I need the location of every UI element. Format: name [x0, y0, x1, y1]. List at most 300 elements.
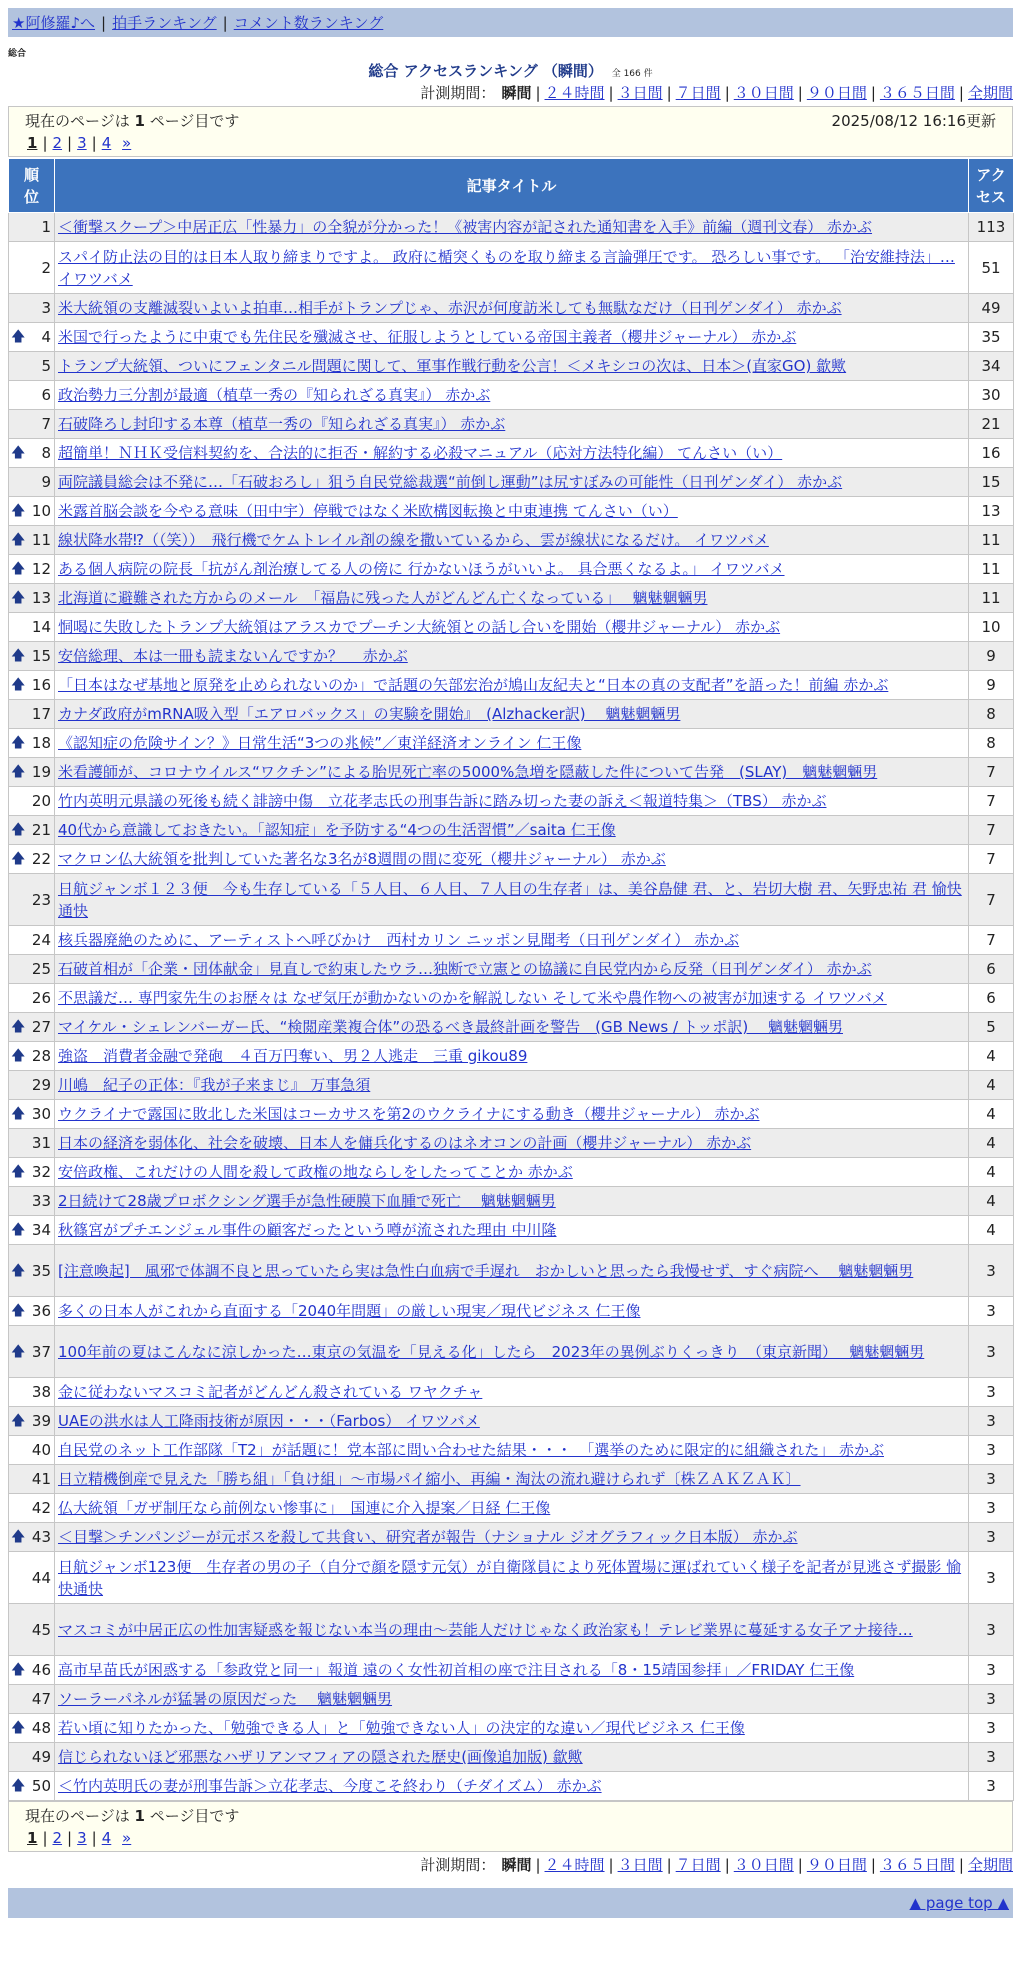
title-cell — [55, 1187, 969, 1216]
table-row — [9, 1042, 1014, 1071]
access-count: 6 — [969, 984, 1014, 1013]
pager-separator: | — [67, 134, 73, 152]
access-count: 3 — [969, 1407, 1014, 1436]
access-count: 4 — [969, 1129, 1014, 1158]
rank-number: 5 — [41, 357, 51, 375]
rank-number: 26 — [31, 989, 51, 1007]
article-link[interactable]: カナダ政府がmRNA吸入型「エアロバックス」の実験を開始』 (Alzhacker訳) 魑魅魍魎男 — [58, 705, 681, 723]
access-count: 11 — [969, 526, 1014, 555]
article-link[interactable]: 自民党のネット工作部隊「T2」が話題に！党本部に問い合わせた結果・・・ 「選挙のために限定的に組織された」 赤かぶ — [58, 1441, 884, 1459]
rank-cell — [9, 1465, 55, 1494]
rank-number: 45 — [31, 1620, 51, 1639]
rank-number: 7 — [41, 415, 51, 433]
pager-separator: | — [91, 1829, 97, 1847]
rank-number: 43 — [31, 1528, 51, 1546]
period-separator: | — [608, 84, 614, 102]
access-count: 7 — [969, 926, 1014, 955]
period-separator: | — [870, 84, 876, 102]
rank-cell — [9, 410, 55, 439]
table-row — [9, 381, 1014, 410]
article-link[interactable]: 《認知症の危険サイン？》日常生活“3つの兆候”／東洋経済オンライン 仁王像 — [58, 734, 582, 752]
title-cell — [55, 294, 969, 323]
article-link[interactable]: 若い頃に知りたかった、「勉強できる人」と「勉強できない人」の決定的な違い／現代ビジネス 仁王像 — [58, 1719, 745, 1737]
period-separator: | — [797, 1856, 803, 1874]
title-header: 記事タイトル — [55, 159, 969, 213]
table-row — [9, 1326, 1014, 1378]
table-row — [9, 323, 1014, 352]
rank-number: 11 — [31, 531, 51, 549]
rank-cell — [9, 1685, 55, 1714]
table-row — [9, 352, 1014, 381]
table-row — [9, 439, 1014, 468]
page-status-bottom — [8, 1801, 1013, 1852]
access-count: 4 — [969, 1187, 1014, 1216]
current-page-text — [25, 110, 239, 132]
rank-cell — [9, 1714, 55, 1743]
rank-number: 23 — [31, 890, 51, 909]
period-link[interactable]: ２４時間 — [544, 84, 605, 102]
table-row — [9, 1685, 1014, 1714]
article-link[interactable]: 100年前の夏はこんなに涼しかった…東京の気温を「見える化」したら 2023年の異例ぶりくっきり （東京新聞） 魑魅魍魎男 — [58, 1342, 925, 1361]
article-link[interactable]: 安倍総理、本は一冊も読まないんですか？ 赤かぶ — [58, 647, 408, 665]
pager-separator: | — [42, 1829, 48, 1847]
article-link[interactable]: 両院議員総会は不発に…「石破おろし」狙う自民党総裁選“前倒し運動”は尻すぼみの可能性（日刊ゲンダイ） 赤かぶ — [58, 473, 843, 491]
rank-cell — [9, 816, 55, 845]
rank-cell — [9, 955, 55, 984]
period-link[interactable]: ３６５日間 — [879, 84, 955, 102]
rank-cell — [9, 1772, 55, 1801]
title-cell — [55, 729, 969, 758]
up-arrow-icon: 🡅 — [11, 1720, 26, 1736]
title-cell — [55, 926, 969, 955]
article-link[interactable]: 線状降水帯⁉（（笑）） 飛行機でケムトレイル剤の線を撒いているから、雲が線状になるだけ。 イワツバメ — [58, 531, 769, 549]
access-count: 21 — [969, 410, 1014, 439]
access-header: アクセス — [969, 159, 1014, 213]
rank-number: 42 — [31, 1499, 51, 1517]
article-link[interactable]: 恫喝に失敗したトランプ大統領はアラスカでプーチン大統領との話し合いを開始（櫻井ジャーナル） 赤かぶ — [58, 618, 781, 636]
rank-number: 36 — [31, 1302, 51, 1320]
rank-number: 28 — [31, 1047, 51, 1065]
up-arrow-icon: 🡅 — [11, 1778, 26, 1794]
title-cell — [55, 352, 969, 381]
rank-number: 37 — [31, 1342, 51, 1361]
article-link[interactable]: 日立精機倒産で見えた「勝ち組」「負け組」〜市場パイ縮小、再編・淘汰の流れ避けられず〔株ＺＡＫＺＡＫ〕 — [58, 1470, 801, 1488]
page — [8, 8, 1013, 1918]
rank-number: 39 — [31, 1412, 51, 1430]
up-arrow-icon: 🡅 — [11, 1164, 26, 1180]
pager-separator: | — [67, 1829, 73, 1847]
article-link[interactable]: ＜衝撃スクープ＞中居正広「性暴力」の全貌が分かった！《被害内容が記された通知書を入手》前編（週刊文春） 赤かぶ — [58, 218, 873, 236]
table-row — [9, 1297, 1014, 1326]
rank-number: 35 — [31, 1261, 51, 1280]
comment-ranking-link[interactable]: コメント数ランキング — [233, 14, 384, 32]
rank-cell — [9, 352, 55, 381]
page-text-pre: 現在のページは — [25, 1807, 130, 1825]
table-row — [9, 671, 1014, 700]
rank-cell — [9, 1245, 55, 1297]
access-count: 11 — [969, 584, 1014, 613]
table-row — [9, 926, 1014, 955]
table-row — [9, 526, 1014, 555]
table-row — [9, 1378, 1014, 1407]
title-cell — [55, 1071, 969, 1100]
table-row — [9, 213, 1014, 242]
title-cell — [55, 758, 969, 787]
period-link[interactable]: ３日間 — [617, 1856, 663, 1874]
rank-cell — [9, 1743, 55, 1772]
period-link[interactable]: ３０日間 — [733, 1856, 794, 1874]
title-cell — [55, 1685, 969, 1714]
access-count: 3 — [969, 1656, 1014, 1685]
period-link[interactable]: ９０日間 — [806, 84, 867, 102]
pager-next[interactable]: » — [122, 1829, 132, 1847]
access-count: 3 — [969, 1245, 1014, 1297]
article-link[interactable]: [注意喚起] 風邪で体調不良と思っていたら実は急性白血病で手遅れ おかしいと思ったら我慢せず、すぐ病院へ 魑魅魍魎男 — [58, 1261, 914, 1280]
rank-cell — [9, 294, 55, 323]
access-count: 3 — [969, 1604, 1014, 1656]
table-row — [9, 294, 1014, 323]
access-count: 11 — [969, 555, 1014, 584]
article-link[interactable]: 米露首脳会談を今やる意味（田中宇）停戦ではなく米欧構図転換と中東連携 てんさい（い） — [58, 502, 678, 520]
article-link[interactable]: 超簡単！ＮＨＫ受信料契約を、合法的に拒否・解約する必殺マニュアル（応対方法特化編） てんさい（い） — [58, 444, 783, 462]
rank-cell — [9, 1436, 55, 1465]
title-cell — [55, 671, 969, 700]
article-link[interactable]: 米看護師が、コロナウイルス“ワクチン”による胎児死亡率の5000%急増を隠蔽した件について告発 (SLAY) 魑魅魍魎男 — [58, 763, 878, 781]
rank-cell — [9, 555, 55, 584]
up-arrow-icon: 🡅 — [11, 677, 26, 693]
rank-number: 2 — [41, 258, 51, 277]
rank-cell — [9, 671, 55, 700]
access-count: 7 — [969, 758, 1014, 787]
title-cell — [55, 584, 969, 613]
title-cell — [55, 1523, 969, 1552]
access-count: 113 — [969, 213, 1014, 242]
period-link[interactable]: ９０日間 — [806, 1856, 867, 1874]
pagination — [25, 132, 996, 154]
rank-number: 47 — [31, 1690, 51, 1708]
rank-number: 46 — [31, 1661, 51, 1679]
up-arrow-icon: 🡅 — [11, 1262, 26, 1279]
period-link[interactable]: ３０日間 — [733, 84, 794, 102]
rank-number: 31 — [31, 1134, 51, 1152]
table-row — [9, 468, 1014, 497]
rank-cell — [9, 468, 55, 497]
page-top-link[interactable]: ▲ page top ▲ — [909, 1894, 1009, 1912]
rank-number: 18 — [31, 734, 51, 752]
article-link[interactable]: 米大統領の支離滅裂いよいよ拍車…相手がトランプじゃ、赤沢が何度訪米しても無駄なだけ（日刊ゲンダイ） 赤かぶ — [58, 299, 842, 317]
title-cell — [55, 468, 969, 497]
title-cell — [55, 1407, 969, 1436]
footer-bar — [8, 1888, 1013, 1918]
rank-cell — [9, 926, 55, 955]
access-count: 34 — [969, 352, 1014, 381]
pager-link[interactable]: 2 — [52, 1829, 63, 1847]
table-row — [9, 787, 1014, 816]
table-row — [9, 1187, 1014, 1216]
period-link[interactable]: 全期間 — [967, 1856, 1013, 1874]
title-cell — [55, 213, 969, 242]
up-arrow-icon: 🡅 — [11, 532, 26, 548]
table-row — [9, 1523, 1014, 1552]
article-link[interactable]: ＜目撃＞チンパンジーが元ボスを殺して共食い、研究者が報告（ナショナル ジオグラフィック日本版） 赤かぶ — [58, 1528, 798, 1546]
table-row — [9, 1436, 1014, 1465]
access-count: 15 — [969, 468, 1014, 497]
period-separator: | — [958, 84, 964, 102]
rank-number: 44 — [31, 1568, 51, 1587]
rank-number: 41 — [31, 1470, 51, 1488]
title-cell — [55, 1494, 969, 1523]
pager-separator: | — [91, 134, 97, 152]
period-current: 瞬間 — [501, 1856, 532, 1874]
article-link[interactable]: 日航ジャンボ１２３便 今も生存している「５人目、６人目、７人目の生存者」は、美谷島健 君、と、岩切大樹 君、矢野忠祐 君 愉快通快 — [58, 879, 962, 920]
article-link[interactable]: 米国で行ったように中東でも先住民を殲滅させ、征服しようとしている帝国主義者（櫻井ジャーナル） 赤かぶ — [58, 328, 797, 346]
table-row — [9, 1552, 1014, 1604]
up-arrow-icon: 🡅 — [11, 851, 26, 867]
rank-number: 17 — [31, 705, 51, 723]
access-count: 3 — [969, 1685, 1014, 1714]
access-count: 3 — [969, 1714, 1014, 1743]
period-separator: | — [958, 1856, 964, 1874]
article-link[interactable]: マクロン仏大統領を批判していた著名な3名が8週間の間に変死（櫻井ジャーナル） 赤かぶ — [58, 850, 666, 868]
article-link[interactable]: ウクライナで露国に敗北した米国はコーカサスを第2のウクライナにする動き（櫻井ジャーナル） 赤かぶ — [58, 1105, 760, 1123]
title-cell — [55, 323, 969, 352]
article-link[interactable]: 政治勢力三分割が最適（植草一秀の『知られざる真実』） 赤かぶ — [58, 386, 491, 404]
access-count: 10 — [969, 613, 1014, 642]
access-count: 51 — [969, 242, 1014, 294]
article-link[interactable]: 金に従わないマスコミ記者がどんどん殺されている ワヤクチャ — [58, 1383, 483, 1401]
table-row — [9, 497, 1014, 526]
table-row — [9, 758, 1014, 787]
period-link[interactable]: ７日間 — [675, 84, 721, 102]
article-link[interactable]: 40代から意識しておきたい。「認知症」を予防する“4つの生活習慣”／saita 仁王像 — [58, 821, 616, 839]
article-link[interactable]: 川嶋 紀子の正体：『我が子来まじ』 万事急須 — [58, 1076, 371, 1094]
table-row — [9, 1714, 1014, 1743]
access-count: 8 — [969, 729, 1014, 758]
article-link[interactable]: 仏大統領「ガザ制圧なら前例ない惨事に」 国連に介入提案／日経 仁王像 — [58, 1499, 551, 1517]
table-row — [9, 1772, 1014, 1801]
access-count: 3 — [969, 1552, 1014, 1604]
period-selector-top — [8, 82, 1013, 104]
title-cell — [55, 1013, 969, 1042]
access-count: 7 — [969, 845, 1014, 874]
title-cell — [55, 1129, 969, 1158]
title-cell — [55, 1656, 969, 1685]
title-cell — [55, 1245, 969, 1297]
article-link[interactable]: トランプ大統領、ついにフェンタニル問題に関して、軍事作戦行動を公言！＜メキシコの次は、日本＞(直家GO) 歙歟 — [58, 357, 847, 375]
up-arrow-icon: 🡅 — [11, 1106, 26, 1122]
rank-number: 1 — [41, 218, 51, 236]
current-page-text — [25, 1805, 239, 1827]
article-link[interactable]: マイケル・シェレンバーガー氏、“検閲産業複合体”の恐るべき最終計画を警告 (GB News / トッポ訳) 魑魅魍魎男 — [58, 1018, 843, 1036]
title-cell — [55, 1772, 969, 1801]
rank-number: 14 — [31, 618, 51, 636]
rank-number: 20 — [31, 792, 51, 810]
up-arrow-icon: 🡅 — [11, 329, 26, 345]
home-link[interactable]: ★阿修羅♪へ — [12, 14, 96, 32]
article-link[interactable]: 高市早苗氏が困惑する「参政党と同一」報道 遠のく女性初首相の座で注目される「8・15靖国参拝」／FRIDAY 仁王像 — [58, 1661, 855, 1679]
rank-cell — [9, 874, 55, 926]
article-link[interactable]: 2日続けて28歳プロボクシング選手が急性硬膜下血腫で死亡 魑魅魍魎男 — [58, 1192, 556, 1210]
table-row — [9, 1604, 1014, 1656]
rank-number: 25 — [31, 960, 51, 978]
table-row — [9, 984, 1014, 1013]
rank-cell — [9, 1042, 55, 1071]
article-link[interactable]: ＜竹内英明氏の妻が刑事告訴＞立花孝志、今度こそ終わり（チダイズム） 赤かぶ — [58, 1777, 602, 1795]
period-label: 計測期間： — [420, 84, 496, 102]
page-text-post: ページ目です — [149, 112, 240, 130]
pager-separator: | — [42, 134, 48, 152]
article-link[interactable]: ある個人病院の院長「抗がん剤治療してる人の傍に 行かないほうがいいよ。 具合悪くなるよ。」 イワツバメ — [58, 560, 785, 578]
access-count: 7 — [969, 874, 1014, 926]
rank-number: 6 — [41, 386, 51, 404]
article-link[interactable]: 日本の経済を弱体化、社会を破壊、日本人を傭兵化するのはネオコンの計画（櫻井ジャーナル） 赤かぶ — [58, 1134, 752, 1152]
article-link[interactable]: ソーラーパネルが猛暑の原因だった 魑魅魍魎男 — [58, 1690, 393, 1708]
rank-cell — [9, 1013, 55, 1042]
title-cell — [55, 1100, 969, 1129]
article-link[interactable]: 竹内英明元県議の死後も続く誹謗中傷 立花孝志氏の刑事告訴に踏み切った妻の訴え＜報道特集＞（TBS） 赤かぶ — [58, 792, 827, 810]
rank-cell — [9, 642, 55, 671]
table-row — [9, 1158, 1014, 1187]
article-link[interactable]: 石破降ろし封印する本尊（植草一秀の『知られざる真実』） 赤かぶ — [58, 415, 506, 433]
access-count: 4 — [969, 1216, 1014, 1245]
table-row — [9, 1245, 1014, 1297]
period-link[interactable]: 全期間 — [967, 84, 1013, 102]
rank-cell — [9, 1297, 55, 1326]
clap-ranking-link[interactable]: 拍手ランキング — [112, 14, 217, 32]
access-count: 49 — [969, 294, 1014, 323]
table-row — [9, 613, 1014, 642]
access-count: 4 — [969, 1158, 1014, 1187]
article-link[interactable]: 信じられないほど邪悪なハザリアンマフィアの隠された歴史(画像追加版) 歙歟 — [58, 1748, 583, 1766]
table-row — [9, 1071, 1014, 1100]
article-link[interactable]: 日航ジャンボ123便 生存者の男の子（自分で顔を隠す元気）が自衛隊員により死体置場に運ばれていく様子を記者が見逃さず撮影 愉快通快 — [58, 1557, 962, 1598]
period-link[interactable]: ３日間 — [617, 84, 663, 102]
access-count: 3 — [969, 1523, 1014, 1552]
table-row — [9, 816, 1014, 845]
access-count: 6 — [969, 955, 1014, 984]
up-arrow-icon: 🡅 — [11, 1222, 26, 1238]
rank-cell — [9, 1216, 55, 1245]
pager-link[interactable]: 4 — [101, 134, 112, 152]
article-link[interactable]: 安倍政権、これだけの人間を殺して政権の地ならしをしたってことか 赤かぶ — [58, 1163, 573, 1181]
article-link[interactable]: 石破首相が「企業・団体献金」見直しで約束したウラ…独断で立憲との協議に自民党内から反発（日刊ゲンダイ） 赤かぶ — [58, 960, 872, 978]
pager-current: 1 — [27, 134, 38, 152]
rank-number: 21 — [31, 821, 51, 839]
title-cell — [55, 1436, 969, 1465]
rank-cell — [9, 1656, 55, 1685]
page-text-post: ページ目です — [149, 1807, 240, 1825]
title-cell — [55, 845, 969, 874]
rank-cell — [9, 323, 55, 352]
access-count: 4 — [969, 1100, 1014, 1129]
access-count: 5 — [969, 1013, 1014, 1042]
up-arrow-icon: 🡅 — [11, 1662, 26, 1678]
rank-cell — [9, 729, 55, 758]
article-link[interactable]: マスコミが中居正広の性加害疑惑を報じない本当の理由〜芸能人だけじゃなく政治家も！テレビ業界に蔓延する女子アナ接待… — [58, 1620, 913, 1639]
up-arrow-icon: 🡅 — [11, 1413, 26, 1429]
rank-number: 30 — [31, 1105, 51, 1123]
article-link[interactable]: 北海道に避難された方からのメール 「福島に残った人がどんどん亡くなっている」 魑魅魍魎男 — [58, 589, 708, 607]
article-link[interactable]: 不思議だ… 専門家先生のお歴々は なぜ気圧が動かないのかを解説しない そして米や農作物への被害が加速する イワツバメ — [58, 989, 887, 1007]
table-row — [9, 874, 1014, 926]
period-separator: | — [724, 1856, 730, 1874]
article-link[interactable]: 「日本はなぜ基地と原発を止められないのか」で話題の矢部宏治が鳩山友紀夫と“日本の真の支配者”を語った！前編 赤かぶ — [58, 676, 889, 694]
title-cell — [55, 1378, 969, 1407]
title-cell — [55, 1297, 969, 1326]
table-row — [9, 555, 1014, 584]
pager-link[interactable]: 2 — [52, 134, 63, 152]
rank-number: 16 — [31, 676, 51, 694]
access-count: 4 — [969, 1071, 1014, 1100]
table-row — [9, 242, 1014, 294]
pager-link[interactable]: 4 — [101, 1829, 112, 1847]
access-count: 3 — [969, 1772, 1014, 1801]
pager-link[interactable]: 3 — [77, 1829, 87, 1847]
article-link[interactable]: 多くの日本人がこれから直面する「2040年問題」の厳しい現実／現代ビジネス 仁王像 — [58, 1302, 641, 1320]
article-link[interactable]: スパイ防止法の目的は日本人取り締まりですよ。 政府に楯突くものを取り締まる言論弾圧です。 恐ろしい事です。 「治安維持法」… イワツバメ — [58, 247, 955, 288]
up-arrow-icon: 🡅 — [11, 1303, 26, 1319]
title-cell — [55, 613, 969, 642]
period-separator: | — [666, 1856, 672, 1874]
table-row — [9, 1465, 1014, 1494]
article-link[interactable]: UAEの洪水は人工降雨技術が原因・・・（Farbos） イワツバメ — [58, 1412, 480, 1430]
page-text-pre: 現在のページは — [25, 112, 130, 130]
rank-cell — [9, 984, 55, 1013]
rank-number: 40 — [31, 1441, 51, 1459]
period-link[interactable]: ３６５日間 — [879, 1856, 955, 1874]
title-cell — [55, 242, 969, 294]
article-link[interactable]: 秋篠宮がプチエンジェル事件の顧客だったという噂が流された理由 中川隆 — [58, 1221, 557, 1239]
rank-number: 33 — [31, 1192, 51, 1210]
access-count: 9 — [969, 671, 1014, 700]
rank-number: 8 — [41, 444, 51, 462]
period-link[interactable]: ２４時間 — [544, 1856, 605, 1874]
access-count: 3 — [969, 1494, 1014, 1523]
access-count: 9 — [969, 642, 1014, 671]
access-count: 3 — [969, 1297, 1014, 1326]
period-separator: | — [535, 84, 541, 102]
title-cell — [55, 787, 969, 816]
rank-cell — [9, 1158, 55, 1187]
period-separator: | — [666, 84, 672, 102]
period-selector-bottom — [8, 1854, 1013, 1876]
access-count: 3 — [969, 1436, 1014, 1465]
period-link[interactable]: ７日間 — [675, 1856, 721, 1874]
table-row — [9, 955, 1014, 984]
up-arrow-icon: 🡅 — [11, 1529, 26, 1545]
title-cell — [55, 1158, 969, 1187]
up-arrow-icon: 🡅 — [11, 822, 26, 838]
nav-separator: | — [101, 13, 107, 32]
pager-next[interactable]: » — [122, 134, 132, 152]
ranking-table — [8, 158, 1014, 1801]
status-row — [25, 1805, 996, 1827]
title-cell — [55, 1604, 969, 1656]
rank-number: 13 — [31, 589, 51, 607]
rank-header: 順位 — [9, 159, 55, 213]
rank-cell — [9, 700, 55, 729]
table-row — [9, 1216, 1014, 1245]
access-count: 7 — [969, 816, 1014, 845]
pager-link[interactable]: 3 — [77, 134, 87, 152]
article-link[interactable]: 核兵器廃絶のために、アーティストへ呼びかけ 西村カリン ニッポン見聞考（日刊ゲンダイ） 赤かぶ — [58, 931, 740, 949]
category-label: 総合 — [8, 49, 27, 59]
rank-number: 3 — [41, 299, 51, 317]
rank-cell — [9, 381, 55, 410]
total-count: 全 166 件 — [611, 69, 653, 79]
title-cell — [55, 1216, 969, 1245]
article-link[interactable]: 強盗 消費者金融で発砲 ４百万円奪い、男２人逃走 三重 gikou89 — [58, 1047, 528, 1065]
